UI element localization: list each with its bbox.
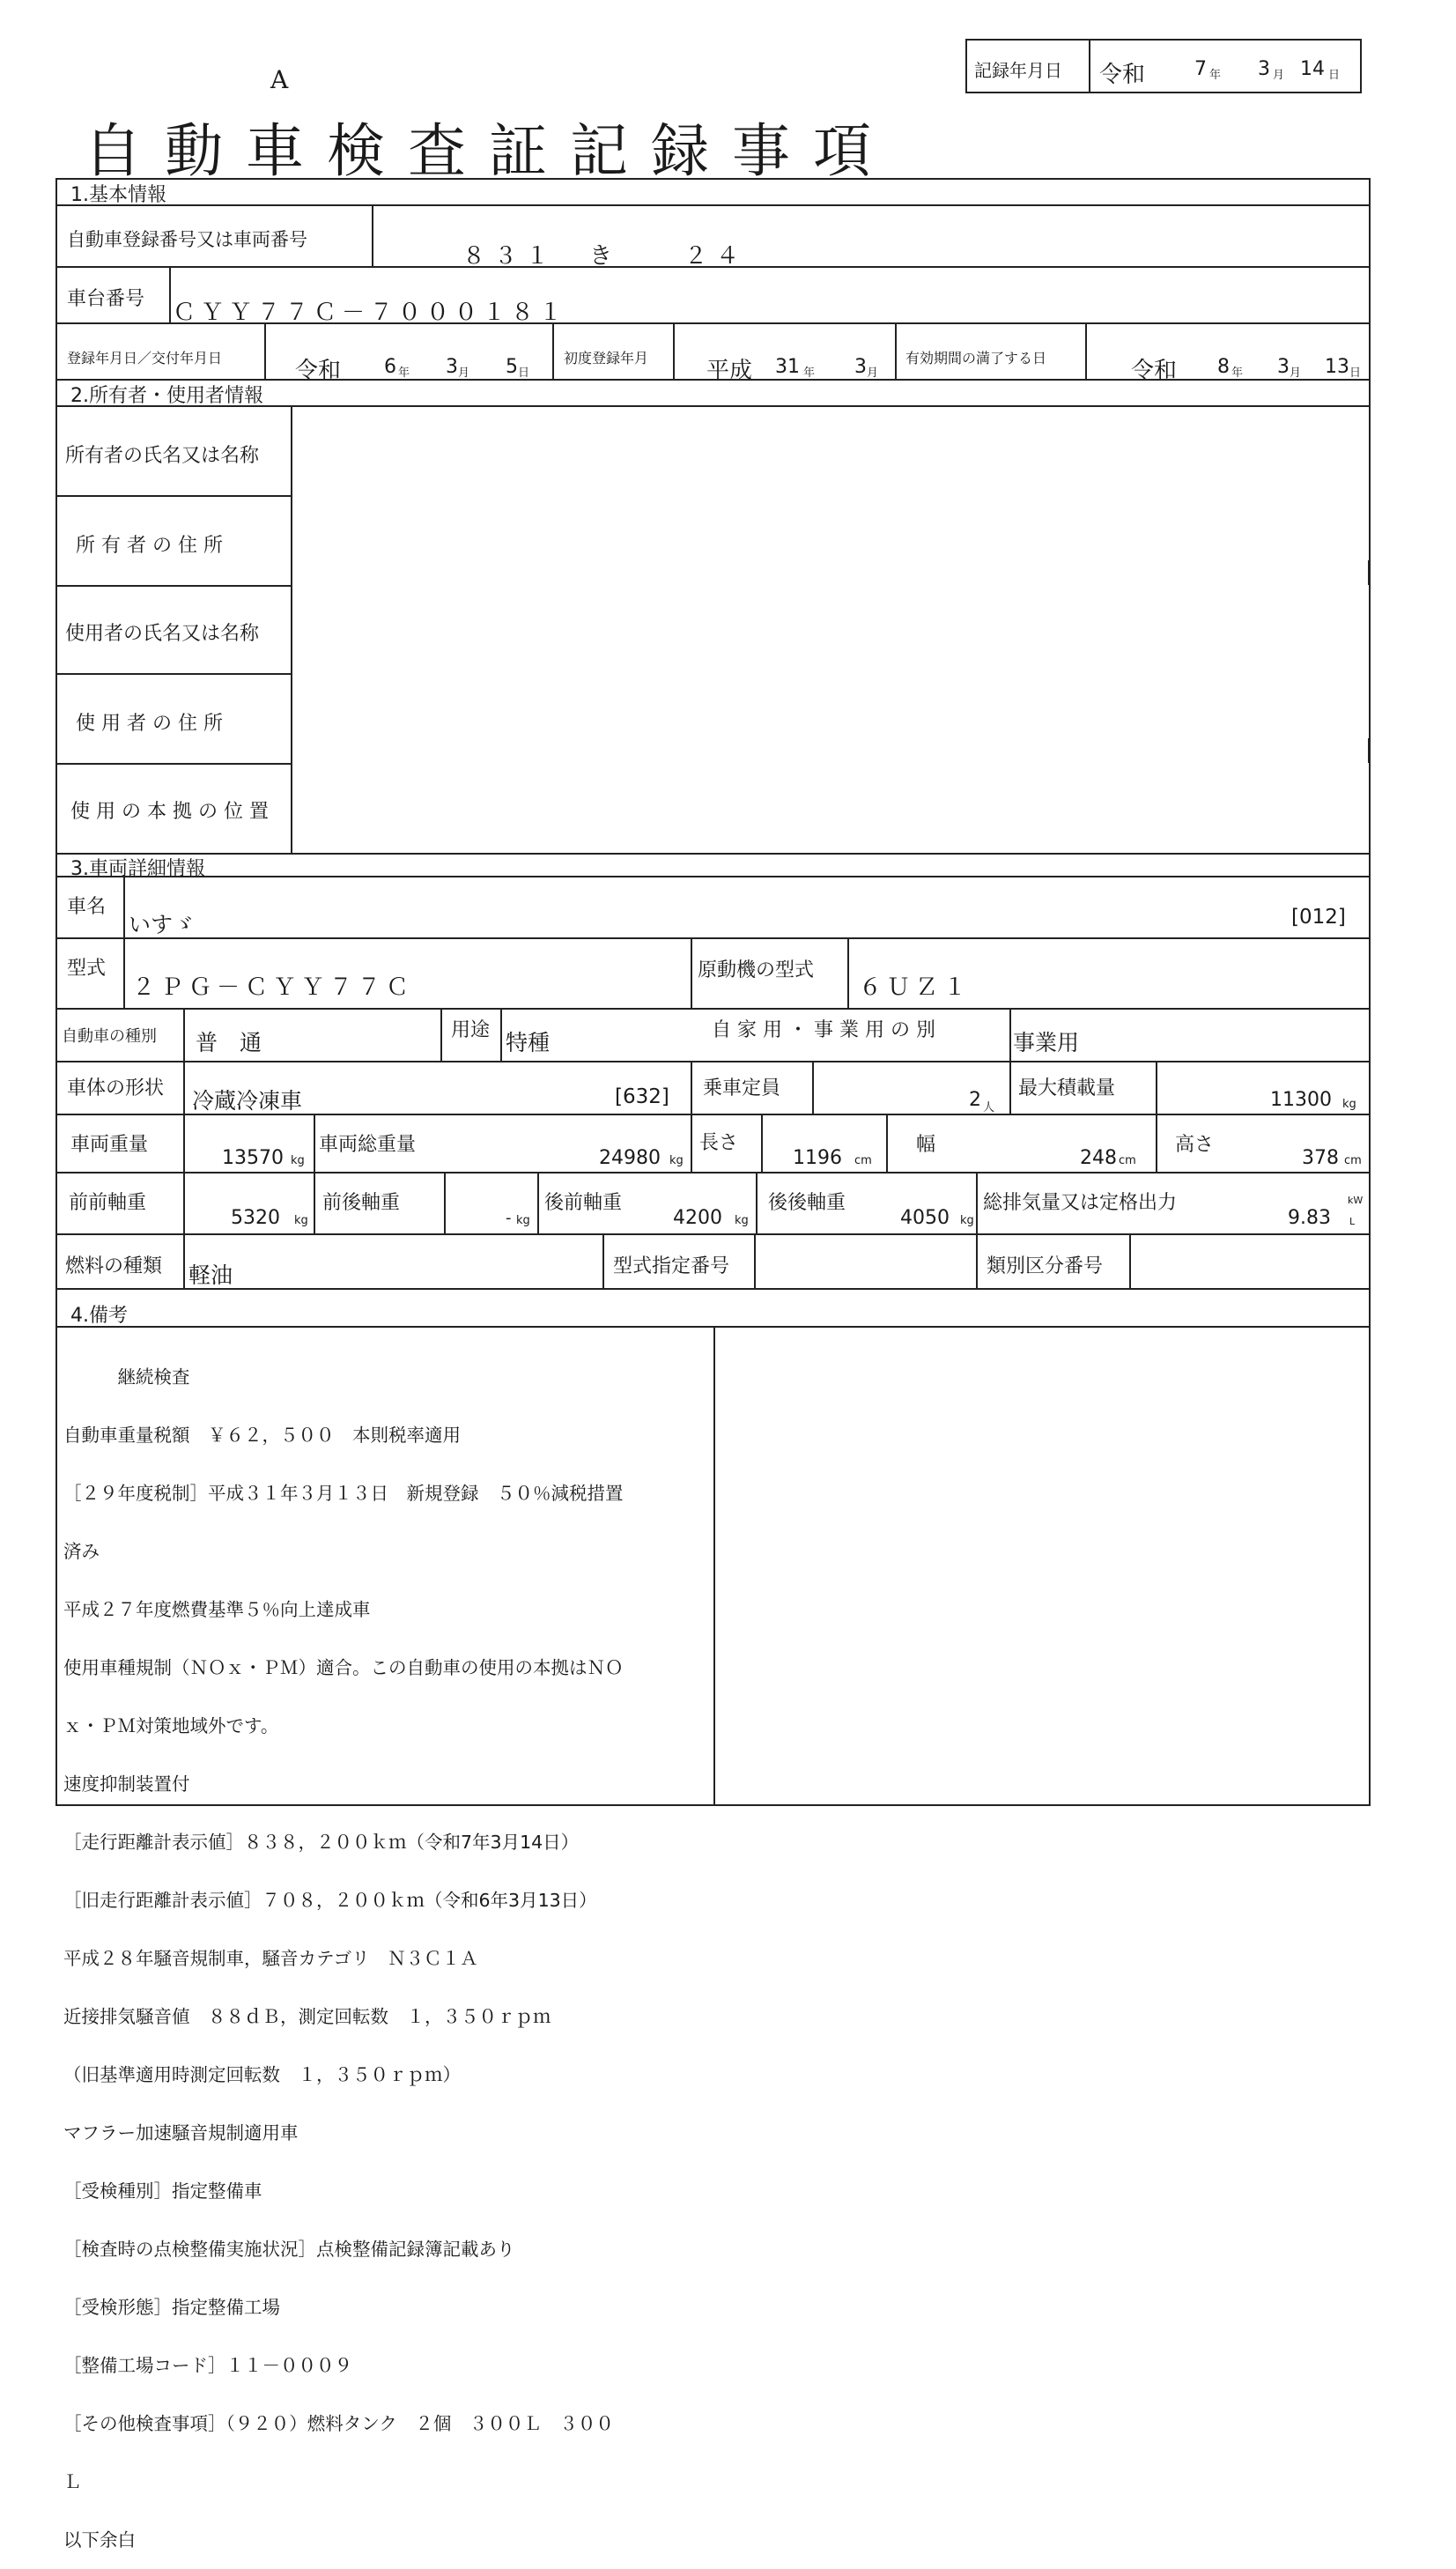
section-vehicle-title: 3.車両詳細情報 (70, 858, 205, 880)
maker-label: 車名 (67, 896, 107, 918)
displacement-label: 総排気量又は定格出力 (983, 1192, 1178, 1214)
rf-axle-unit: kg (735, 1214, 749, 1227)
displacement: 9.83 (1288, 1207, 1331, 1229)
section-owner-title: 2.所有者・使用者情報 (70, 385, 263, 407)
first-reg-year: 31 (775, 356, 800, 378)
model: ２ＰＧ－ＣＹＹ７７Ｃ (132, 974, 415, 1001)
section-remarks-title: 4.備考 (70, 1305, 128, 1327)
scan-mark (1368, 560, 1371, 585)
first-reg-month-unit: 月 (867, 366, 879, 380)
type-number-label: 型式指定番号 (613, 1255, 730, 1277)
height: 378 (1302, 1147, 1339, 1169)
chassis-label: 車台番号 (67, 288, 145, 310)
width-label: 幅 (916, 1134, 936, 1156)
rr-axle-label: 後後軸重 (768, 1192, 846, 1214)
owner-address-label: 所 有 者 の 住 所 (76, 535, 223, 557)
first-reg-month: 3 (854, 356, 867, 378)
capacity-label: 乗車定員 (703, 1077, 781, 1099)
expiry-year: 8 (1217, 356, 1230, 378)
remarks-line: ［２９年度税制］平成３１年３月１３日 新規登録 ５０％減税措置 (63, 1483, 624, 1504)
gross-unit: kg (669, 1154, 684, 1167)
remarks-line: 平成２８年騒音規制車，騒音カテゴリ Ｎ３Ｃ１Ａ (63, 1948, 478, 1969)
issue-date-label: 登録年月日／交付年月日 (67, 350, 223, 366)
owner-name-label: 所有者の氏名又は名称 (65, 445, 260, 467)
rr-axle: 4050 (900, 1207, 950, 1229)
remarks-line: 平成２７年度燃費基準５％向上達成車 (63, 1599, 371, 1620)
scan-mark (1368, 738, 1371, 763)
expiry-day: 13 (1325, 356, 1349, 378)
first-reg-era: 平成 (706, 358, 753, 384)
body-code: [632] (615, 1085, 669, 1108)
fuel-label: 燃料の種類 (65, 1255, 163, 1277)
remarks-line: ｘ・ＰＭ対策地域外です。 (63, 1715, 279, 1736)
fr-axle-label: 前後軸重 (322, 1192, 401, 1214)
class-number-label: 類別区分番号 (987, 1255, 1104, 1277)
expiry-year-unit: 年 (1231, 366, 1244, 380)
capacity-unit: 人 (983, 1101, 995, 1114)
height-unit: cm (1344, 1154, 1362, 1167)
user-address-label: 使 用 者 の 住 所 (76, 713, 223, 735)
business: 事業用 (1013, 1030, 1080, 1055)
remarks-line: ［受検形態］指定整備工場 (63, 2297, 280, 2318)
remarks-line: ［旧走行距離計表示値］７０８，２００ｋｍ（令和6年3月13日） (63, 1890, 597, 1911)
reg-number-label: 自動車登録番号又は車両番号 (67, 229, 307, 250)
use-label: 用途 (451, 1019, 491, 1041)
rf-axle-label: 後前軸重 (544, 1192, 623, 1214)
first-reg-label: 初度登録年月 (564, 350, 649, 366)
base-location-label: 使 用 の 本 拠 の 位 置 (70, 801, 269, 823)
remarks-line: （旧基準適用時測定回転数 １，３５０ｒｐｍ） (63, 2064, 461, 2085)
first-reg-year-unit: 年 (803, 366, 816, 380)
issue-era: 令和 (295, 358, 342, 384)
kind: 普 通 (196, 1030, 262, 1055)
expiry-month-unit: 月 (1290, 366, 1302, 380)
engine-label: 原動機の型式 (698, 959, 815, 981)
remarks-line: 使用車種規制（ＮＯｘ・ＰＭ）適合。この自動車の使用の本拠はＮＯ (63, 1657, 624, 1678)
expiry-era: 令和 (1131, 358, 1178, 384)
fr-axle: - (506, 1209, 512, 1227)
width-unit: cm (1119, 1154, 1136, 1167)
gross: 24980 (599, 1147, 661, 1169)
remarks-line: 自動車重量税額 ￥６２，５００ 本則税率適用 (63, 1425, 461, 1446)
record-date-era: 令和 (1099, 62, 1146, 88)
record-date-day-unit: 日 (1328, 69, 1341, 82)
remarks-line: 速度抑制装置付 (63, 1773, 190, 1795)
width: 248 (1080, 1147, 1117, 1169)
body-label: 車体の形状 (67, 1077, 165, 1099)
chassis-number: ＣＹＹ７７Ｃ－７０００１８１ (173, 300, 568, 326)
issue-year-unit: 年 (398, 366, 410, 380)
remarks-line: ［走行距離計表示値］８３８，２００ｋｍ（令和7年3月14日） (63, 1832, 580, 1853)
remarks-line: マフラー加速騒音規制適用車 (63, 2122, 299, 2143)
kind-label: 自動車の種別 (62, 1027, 157, 1046)
section-basic-title: 1.基本情報 (70, 184, 166, 206)
issue-month: 3 (446, 356, 458, 378)
page-title: 自動車検査証記録事項 (84, 117, 894, 185)
height-label: 高さ (1175, 1134, 1215, 1156)
corner-mark: A (270, 65, 289, 94)
gross-label: 車両総重量 (319, 1134, 417, 1156)
maker: いすゞ (129, 912, 196, 937)
max-load-label: 最大積載量 (1018, 1077, 1116, 1099)
remarks-line: 継続検査 (63, 1366, 190, 1388)
ff-axle: 5320 (231, 1207, 280, 1229)
remarks-line: ［その他検査事項］（９２０）燃料タンク ２個 ３００Ｌ ３００ (63, 2413, 614, 2434)
length-unit: cm (854, 1154, 872, 1167)
fuel: 軽油 (188, 1262, 233, 1288)
expiry-month: 3 (1277, 356, 1290, 378)
use: 特種 (506, 1030, 551, 1055)
length-label: 長さ (699, 1132, 739, 1154)
rr-axle-unit: kg (960, 1214, 974, 1227)
capacity: 2 (969, 1089, 981, 1111)
record-date-day: 14 (1300, 58, 1325, 80)
remarks-line: 以下余白 (63, 2529, 136, 2550)
record-date-month: 3 (1258, 58, 1270, 80)
rf-axle: 4200 (673, 1207, 722, 1229)
remarks-line: Ｌ (63, 2471, 82, 2492)
ff-axle-label: 前前軸重 (69, 1192, 147, 1214)
weight-label: 車両重量 (70, 1134, 149, 1156)
expiry-day-unit: 日 (1349, 366, 1362, 380)
record-date-month-unit: 月 (1273, 69, 1285, 82)
user-name-label: 使用者の氏名又は名称 (65, 623, 260, 645)
fr-axle-unit: kg (516, 1214, 530, 1227)
maker-code: [012] (1291, 906, 1346, 929)
length: 1196 (793, 1147, 842, 1169)
body: 冷蔵冷凍車 (192, 1088, 303, 1114)
displacement-unit-l: L (1349, 1216, 1356, 1227)
engine: ６ＵＺ１ (859, 974, 972, 1001)
weight: 13570 (222, 1147, 284, 1169)
record-date-box (965, 39, 1362, 93)
expiry-label: 有効期間の満了する日 (905, 350, 1047, 366)
remarks-line: ［検査時の点検整備実施状況］点検整備記録簿記載あり (63, 2239, 515, 2260)
remarks-text (63, 1329, 715, 2569)
model-label: 型式 (67, 958, 107, 980)
displacement-unit-kw: kW (1348, 1195, 1364, 1206)
ff-axle-unit: kg (294, 1214, 308, 1227)
reg-number: ８３１ き ２４ (462, 243, 749, 270)
issue-year: 6 (384, 356, 396, 378)
record-date-label: 記録年月日 (974, 60, 1062, 81)
record-date-year: 7 (1194, 58, 1207, 80)
record-date-year-unit: 年 (1209, 69, 1222, 82)
max-load-unit: kg (1342, 1098, 1356, 1111)
issue-day: 5 (506, 356, 518, 378)
remarks-line: 済み (63, 1541, 100, 1562)
max-load: 11300 (1270, 1089, 1332, 1111)
issue-month-unit: 月 (458, 366, 470, 380)
remarks-line: 近接排気騒音値 ８８ｄＢ，測定回転数 １，３５０ｒｐｍ (63, 2006, 551, 2027)
remarks-line: ［整備工場コード］１１－０００９ (63, 2355, 352, 2376)
weight-unit: kg (291, 1154, 305, 1167)
remarks-line: ［受検種別］指定整備車 (63, 2180, 262, 2202)
business-label: 自 家 用 ・ 事 業 用 の 別 (712, 1019, 935, 1041)
issue-day-unit: 日 (518, 366, 530, 380)
